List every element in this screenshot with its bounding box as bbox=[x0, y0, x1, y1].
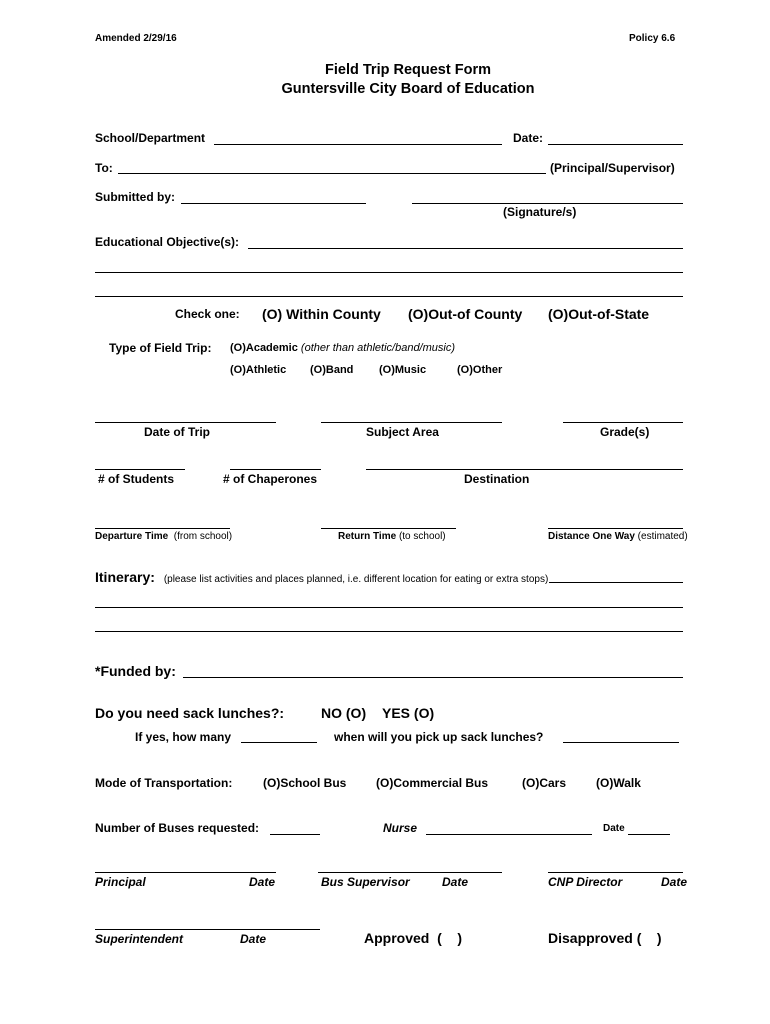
objectives-field-3[interactable] bbox=[95, 296, 683, 297]
students-field[interactable] bbox=[95, 469, 185, 470]
transport-cars[interactable]: (O)Cars bbox=[522, 776, 567, 790]
itinerary-label: Itinerary: bbox=[95, 569, 155, 585]
school-label: School/Department bbox=[95, 131, 206, 145]
bus-supervisor-date-label: Date bbox=[442, 875, 469, 889]
submitted-by-field[interactable] bbox=[181, 203, 366, 204]
departure-label bbox=[95, 531, 232, 542]
transport-school-bus[interactable]: (O)School Bus bbox=[263, 776, 347, 790]
itinerary-field-1[interactable] bbox=[549, 582, 683, 583]
bus-supervisor-signature-line[interactable] bbox=[318, 872, 502, 873]
superintendent-signature-line[interactable] bbox=[95, 929, 320, 930]
date-label: Date: bbox=[513, 131, 544, 145]
form-title: Field Trip Request Form bbox=[325, 62, 491, 78]
chaperones-label: # of Chaperones bbox=[223, 472, 318, 486]
principal-supervisor-label: (Principal/Supervisor) bbox=[550, 161, 675, 175]
principal-date-label: Date bbox=[249, 875, 276, 889]
transport-commercial-bus[interactable]: (O)Commercial Bus bbox=[376, 776, 489, 790]
policy-number: Policy 6.6 bbox=[629, 33, 676, 44]
lunches-yes-option[interactable]: YES (O) bbox=[382, 705, 435, 721]
itinerary-field-3[interactable] bbox=[95, 631, 683, 632]
buses-field[interactable] bbox=[270, 834, 320, 835]
return-text: Return Time bbox=[338, 531, 397, 542]
return-field[interactable] bbox=[321, 528, 456, 529]
grades-field[interactable] bbox=[563, 422, 683, 423]
superintendent-label: Superintendent bbox=[95, 932, 184, 946]
option-out-of-county[interactable]: (O)Out-of County bbox=[408, 306, 523, 322]
signatures-label: (Signature/s) bbox=[503, 205, 577, 219]
signature-field[interactable] bbox=[412, 203, 683, 204]
cnp-director-label: CNP Director bbox=[548, 875, 623, 889]
option-within-county[interactable]: (O) Within County bbox=[262, 306, 381, 322]
departure-text: Departure Time bbox=[95, 531, 169, 542]
nurse-field[interactable] bbox=[426, 834, 592, 835]
departure-field[interactable] bbox=[95, 528, 230, 529]
trip-type-academic[interactable] bbox=[230, 342, 455, 354]
students-label: # of Students bbox=[98, 472, 175, 486]
how-many-field[interactable] bbox=[241, 742, 317, 743]
amended-date: Amended 2/29/16 bbox=[95, 33, 177, 44]
nurse-date-field[interactable] bbox=[628, 834, 670, 835]
return-label bbox=[338, 531, 446, 542]
subject-area-field[interactable] bbox=[321, 422, 502, 423]
option-out-of-state[interactable]: (O)Out-of-State bbox=[548, 306, 650, 322]
nurse-label: Nurse bbox=[383, 821, 418, 835]
subject-area-label: Subject Area bbox=[366, 425, 439, 439]
distance-text: Distance One Way bbox=[548, 531, 635, 542]
date-of-trip-field[interactable] bbox=[95, 422, 276, 423]
trip-type-label: Type of Field Trip: bbox=[109, 341, 212, 355]
trip-type-band[interactable]: (O)Band bbox=[310, 364, 354, 376]
distance-note: (estimated) bbox=[637, 531, 688, 542]
principal-signature-line[interactable] bbox=[95, 872, 276, 873]
trip-type-athletic[interactable]: (O)Athletic bbox=[230, 364, 287, 376]
objectives-field-2[interactable] bbox=[95, 272, 683, 273]
pick-up-label: when will you pick up sack lunches? bbox=[334, 730, 544, 744]
return-note: (to school) bbox=[398, 531, 446, 542]
destination-label: Destination bbox=[464, 472, 530, 486]
sack-lunches-question: Do you need sack lunches?: bbox=[95, 705, 285, 721]
chaperones-field[interactable] bbox=[230, 469, 321, 470]
date-field[interactable] bbox=[548, 144, 683, 145]
grades-label: Grade(s) bbox=[600, 425, 650, 439]
date-of-trip-label: Date of Trip bbox=[144, 425, 211, 439]
trip-type-other[interactable]: (O)Other bbox=[457, 364, 503, 376]
cnp-director-signature-line[interactable] bbox=[548, 872, 683, 873]
departure-note: (from school) bbox=[173, 531, 233, 542]
itinerary-field-2[interactable] bbox=[95, 607, 683, 608]
academic-note: (other than athletic/band/music) bbox=[300, 342, 456, 354]
transportation-label: Mode of Transportation: bbox=[95, 776, 233, 790]
objectives-label: Educational Objective(s): bbox=[95, 235, 240, 249]
form-subtitle: Guntersville City Board of Education bbox=[281, 81, 535, 97]
check-one-label: Check one: bbox=[175, 307, 240, 321]
distance-label bbox=[548, 531, 688, 542]
academic-option[interactable]: (O)Academic bbox=[230, 342, 298, 354]
distance-field[interactable] bbox=[548, 528, 683, 529]
objectives-field-1[interactable] bbox=[248, 248, 683, 249]
to-label: To: bbox=[95, 161, 113, 175]
principal-label: Principal bbox=[95, 875, 146, 889]
approved-checkbox[interactable]: Approved ( ) bbox=[364, 930, 462, 946]
buses-label: Number of Buses requested: bbox=[95, 821, 260, 835]
lunches-no-option[interactable]: NO (O) bbox=[321, 705, 367, 721]
pick-up-field[interactable] bbox=[563, 742, 679, 743]
how-many-label: If yes, how many bbox=[135, 730, 232, 744]
school-field[interactable] bbox=[214, 144, 502, 145]
disapproved-checkbox[interactable]: Disapproved ( ) bbox=[548, 930, 662, 946]
submitted-by-label: Submitted by: bbox=[95, 190, 175, 204]
funded-by-field[interactable] bbox=[183, 677, 683, 678]
itinerary-row bbox=[95, 569, 548, 587]
nurse-date-label: Date bbox=[603, 823, 625, 834]
to-field[interactable] bbox=[118, 173, 546, 174]
funded-by-label: *Funded by: bbox=[95, 663, 176, 679]
bus-supervisor-label: Bus Supervisor bbox=[321, 875, 410, 889]
superintendent-date-label: Date bbox=[240, 932, 267, 946]
transport-walk[interactable]: (O)Walk bbox=[596, 776, 641, 790]
itinerary-note: (please list activities and places planned, i.e. different location for eating or extra stops) bbox=[163, 574, 549, 585]
trip-type-music[interactable]: (O)Music bbox=[379, 364, 427, 376]
destination-field[interactable] bbox=[366, 469, 683, 470]
cnp-director-date-label: Date bbox=[661, 875, 688, 889]
